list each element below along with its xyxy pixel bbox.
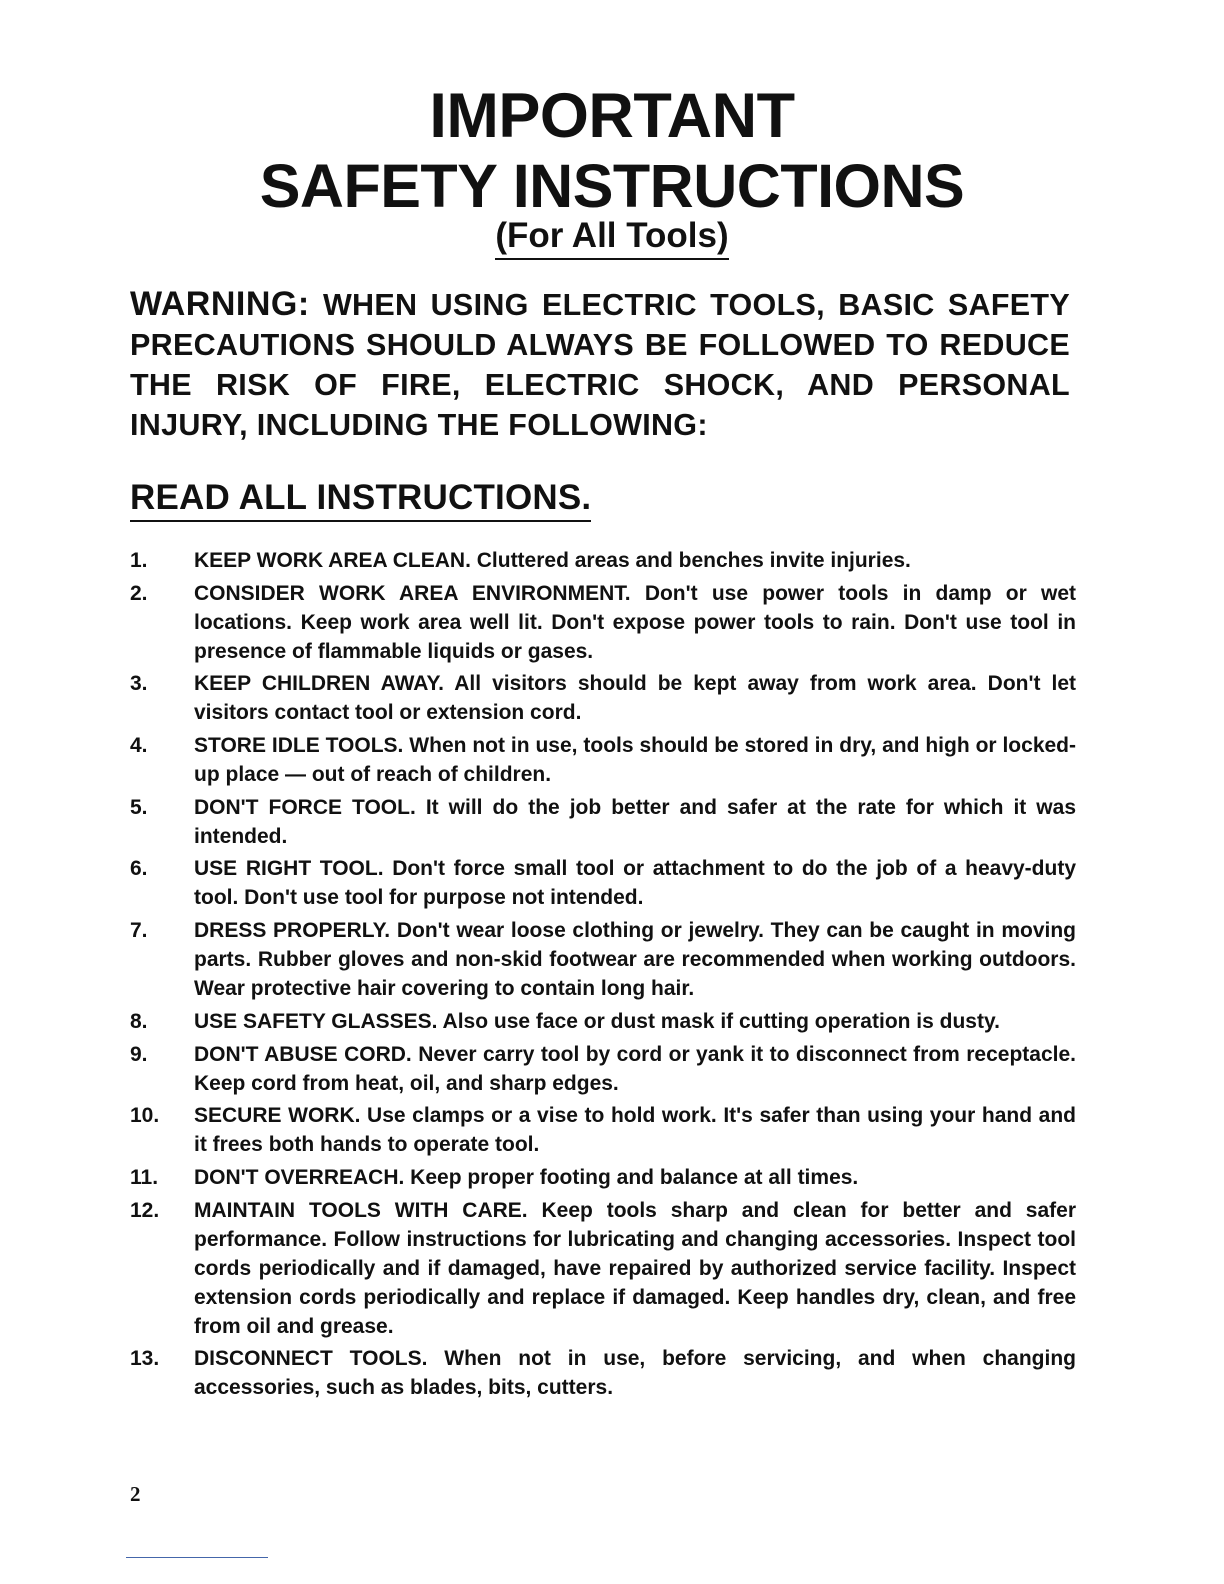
item-number: 13.: [130, 1347, 160, 1371]
title-safety-instructions: SAFETY INSTRUCTIONS: [259, 152, 965, 220]
list-item: [130, 1344, 1076, 1402]
item-number: 3.: [130, 672, 148, 696]
item-number: 1.: [130, 549, 148, 572]
list-item: [130, 669, 1076, 727]
page-number: 2: [130, 1482, 141, 1506]
warning-label: WARNING:: [130, 285, 310, 323]
list-item: [130, 1040, 1076, 1098]
item-text: STORE IDLE TOOLS. When not in use, tools should be stored in dry, and high or locked-up place — out of reach of children.: [194, 734, 1076, 787]
item-number: 4.: [130, 734, 148, 758]
list-item: [130, 1007, 1076, 1036]
item-text: DRESS PROPERLY. Don't wear loose clothing or jewelry. They can be caught in moving parts. Rubber gloves and non-skid footwear are recommended when working outdoors. Wear protective hair covering to contain long hair.: [194, 919, 1076, 1001]
list-item: [130, 854, 1076, 912]
list-item: [130, 793, 1076, 851]
item-number: 10.: [130, 1104, 160, 1128]
item-text: MAINTAIN TOOLS WITH CARE. Keep tools sharp and clean for better and safer performance. Follow instructions for lubricating and changing accessories. Inspect tool cords periodically and if damaged, have repaired by authorized service facility. Inspect extension cords periodically and replace if damaged. Keep handles dry, clean, and free from oil and grease.: [194, 1198, 1076, 1338]
list-item: [130, 579, 1076, 666]
item-text: DISCONNECT TOOLS. When not in use, before servicing, and when changing accessories, such as blades, bits, cutters.: [194, 1347, 1076, 1400]
item-text: CONSIDER WORK AREA ENVIRONMENT. Don't use power tools in damp or wet locations. Keep work area well lit. Don't expose power tools to rain. Don't use tool in presence of flammable liquids or gases.: [194, 581, 1076, 663]
item-text: DON'T OVERREACH. Keep proper footing and balance at all times.: [194, 1165, 859, 1189]
warning-paragraph: [130, 284, 1070, 445]
list-item: [130, 546, 1076, 575]
item-text: DON'T FORCE TOOL. It will do the job better and safer at the rate for which it was intended.: [194, 795, 1076, 848]
item-number: 8.: [130, 1009, 148, 1033]
item-number: 6.: [130, 857, 148, 881]
title-important: IMPORTANT: [429, 81, 795, 151]
item-number: 7.: [130, 919, 148, 943]
warning-text: WHEN USING ELECTRIC TOOLS, BASIC SAFETY PRECAUTIONS SHOULD ALWAYS BE FOLLOWED TO REDUCE THE RISK OF FIRE, ELECTRIC SHOCK, AND PERSONAL INJURY, INCLUDING THE FOLLOWING:: [130, 288, 1070, 442]
item-number: 5.: [130, 795, 148, 819]
item-text: USE RIGHT TOOL. Don't force small tool or attachment to do the job of a heavy-duty tool. Don't use tool for purpose not intended.: [194, 857, 1076, 910]
item-text: SECURE WORK. Use clamps or a vise to hold work. It's safer than using your hand and it frees both hands to operate tool.: [194, 1104, 1076, 1157]
item-number: 9.: [130, 1042, 148, 1066]
item-number: 2.: [130, 581, 148, 605]
bottom-rule: [126, 1557, 268, 1558]
list-item: [130, 1163, 1076, 1192]
item-text: USE SAFETY GLASSES. Also use face or dust mask if cutting operation is dusty.: [194, 1009, 1000, 1033]
item-text: KEEP CHILDREN AWAY. All visitors should be kept away from work area. Don't let visitors contact tool or extension cord.: [194, 672, 1076, 725]
list-item: [130, 1196, 1076, 1341]
item-number: 11.: [130, 1165, 159, 1189]
subtitle-text: (For All Tools): [495, 214, 728, 260]
item-number: 12.: [130, 1198, 160, 1222]
list-item: [130, 916, 1076, 1003]
instruction-list: [130, 546, 1076, 1406]
item-text: KEEP WORK AREA CLEAN. Cluttered areas and benches invite injuries.: [194, 549, 911, 572]
list-item: [130, 1101, 1076, 1159]
item-text: DON'T ABUSE CORD. Never carry tool by cord or yank it to disconnect from receptacle. Keep cord from heat, oil, and sharp edges.: [194, 1042, 1076, 1095]
subtitle: [0, 212, 1224, 260]
list-item: [130, 731, 1076, 789]
section-heading: READ ALL INSTRUCTIONS.: [130, 476, 591, 522]
